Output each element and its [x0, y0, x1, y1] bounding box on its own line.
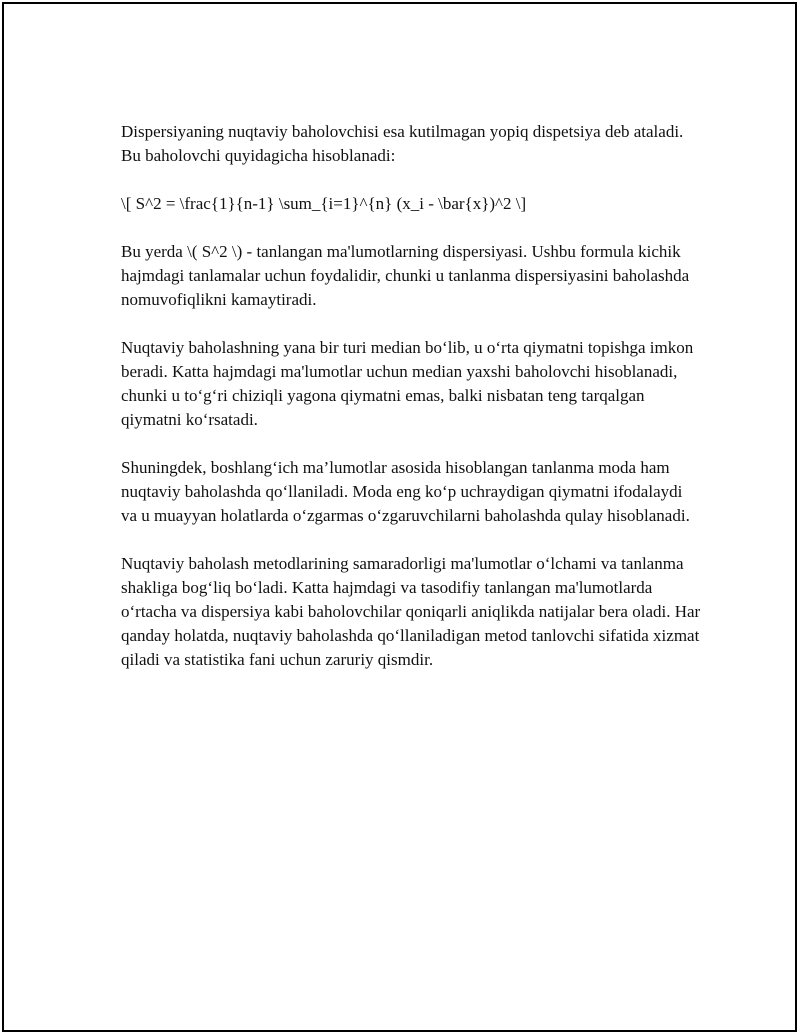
- paragraph-variance-explanation: Bu yerda \( S^2 \) - tanlangan ma'lumotlarning dispersiyasi. Ushbu formula kichik hajmdagi tanlamalar uchun foydalidir, chunki u tanlanma dispersiyasini baholashda nomuvofiqlikni kamaytiradi.: [121, 242, 690, 309]
- paragraph-conclusion: Nuqtaviy baholash metodlarining samaradorligi ma'lumotlar o‘lchami va tanlanma shakliga bog‘liq bo‘ladi. Katta hajmdagi va tasodifiy tanlangan ma'lumotlarda o‘rtacha va dispersiya kabi baholovchilar qoniqarli aniqlikda natijalar bera oladi. Har qanday holatda, nuqtaviy baholashda qo‘llaniladigan metod tanlovchi sifatida xizmat qiladi va statistika fani uchun zaruriy qismdir.: [121, 554, 701, 669]
- paragraph-dispersion-estimator: Dispersiyaning nuqtaviy baholovchisi esa kutilmagan yopiq dispetsiya deb ataladi. Bu baholovchi quyidagicha hisoblanadi:: [121, 122, 684, 165]
- document-page: [2, 2, 797, 1032]
- paragraph-mode: Shuningdek, boshlang‘ich ma’lumotlar asosida hisoblangan tanlanma moda ham nuqtaviy baholashda qo‘llaniladi. Moda eng ko‘p uchraydigan qiymatni ifodalaydi va u muayyan holatlarda o‘zgarmas o‘zgaruvchilarni baholashda qulay hisoblanadi.: [121, 458, 690, 525]
- formula-sample-variance: \[ S^2 = \frac{1}{n-1} \sum_{i=1}^{n} (x_i - \bar{x})^2 \]: [121, 194, 527, 213]
- document-body: [121, 120, 701, 696]
- paragraph-median: Nuqtaviy baholashning yana bir turi median bo‘lib, u o‘rta qiymatni topishga imkon beradi. Katta hajmdagi ma'lumotlar uchun median yaxshi baholovchi hisoblanadi, chunki u to‘g‘ri chiziqli yagona qiymatni emas, balki nisbatan teng tarqalgan qiymatni ko‘rsatadi.: [121, 338, 694, 429]
